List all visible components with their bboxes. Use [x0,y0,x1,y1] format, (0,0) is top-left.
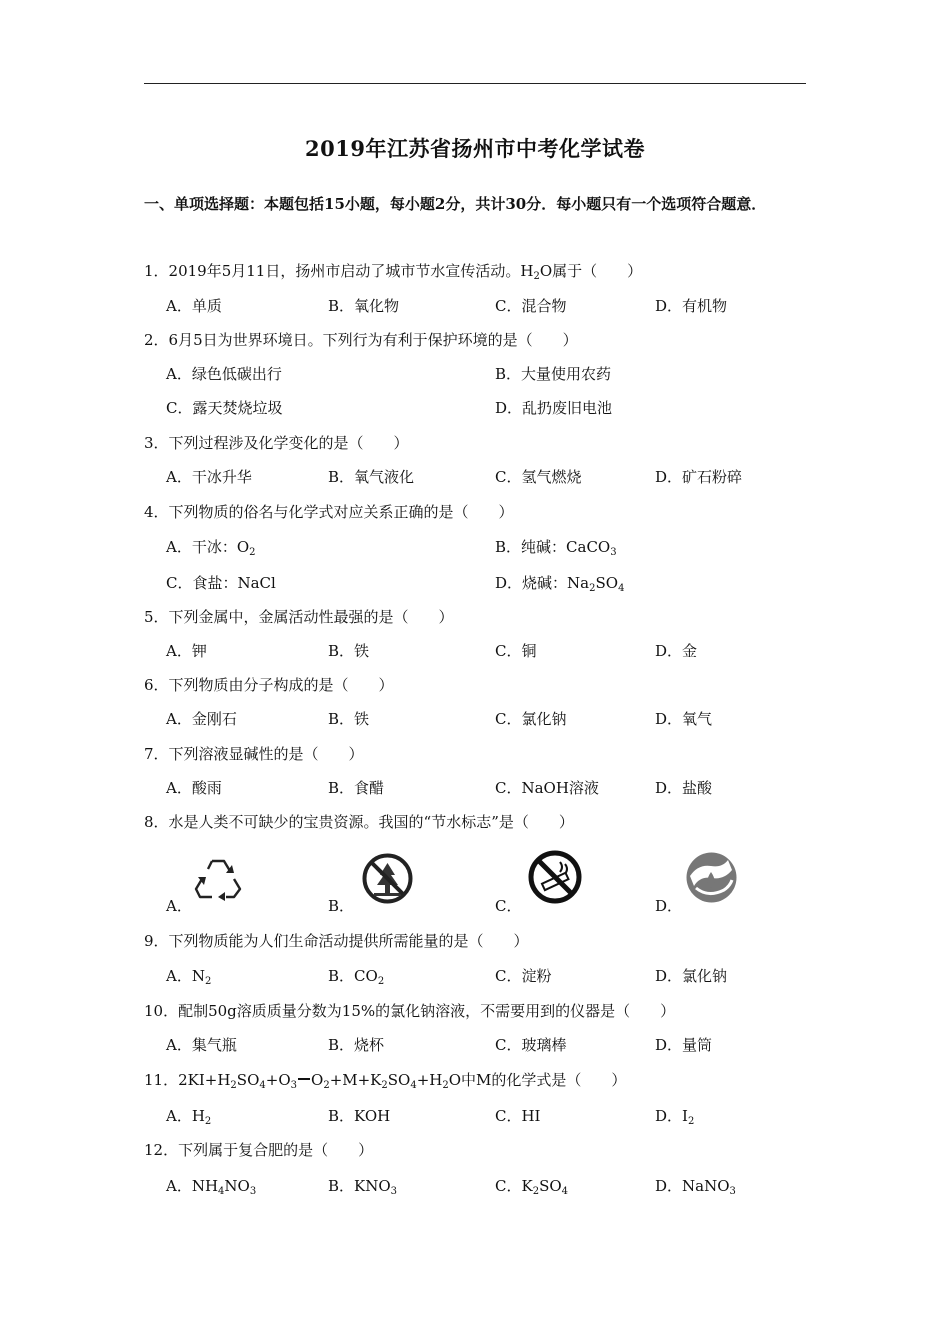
q1-option-a: A．单质 [166,297,222,315]
water-saving-icon [684,850,739,905]
q8-option-a: A． [166,897,192,915]
q1-option-b: B．氧化物 [328,297,400,315]
q2-option-c: C．露天焚烧垃圾 [166,399,283,417]
question-1: 1．2019年5月11日，扬州市启动了城市节水宣传活动。$H_2O$属于（ ） [144,262,643,282]
q5-option-b: B．铁 [328,642,370,660]
question-5: 5．下列金属中，金属活动性最强的是（ ） [144,608,454,626]
q10-option-c: C．玻璃棒 [495,1036,567,1054]
q4-option-d: D．烧碱：$Na_2SO_4$ [495,574,625,594]
q9-option-c: C．淀粉 [495,967,552,985]
q4-option-b: B．纯碱：CaCO$_3$ [495,538,617,558]
question-7: 7．下列溶液显碱性的是（ ） [144,745,364,763]
q6-option-c: C．氯化钠 [495,710,567,728]
q11-option-d: D．$I_2$ [655,1107,695,1127]
q12-option-a: A．$NH_4NO_3$ [166,1177,257,1197]
q7-option-a: A．酸雨 [166,779,222,797]
q8-option-c: C． [495,897,522,915]
q3-option-d: D．矿石粉碎 [655,468,743,486]
no-logging-icon [360,851,415,906]
q11-option-b: B．KOH [328,1107,391,1125]
q4-option-a: A．干冰：$O_2$ [166,538,256,558]
q9-option-d: D．氯化钠 [655,967,728,985]
equation-bar [298,1078,310,1080]
recycle-icon [192,855,244,903]
q5-option-a: A．钾 [166,642,207,660]
q2-option-a: A．绿色低碳出行 [166,365,282,383]
q6-option-a: A．金刚石 [166,710,237,728]
question-6: 6．下列物质由分子构成的是（ ） [144,676,394,694]
q2-option-b: B．大量使用农药 [495,365,612,383]
question-4: 4．下列物质的俗名与化学式对应关系正确的是（ ） [144,503,514,521]
question-9: 9．下列物质能为人们生命活动提供所需能量的是（ ） [144,932,529,950]
q12-option-d: D．NaNO$_3$ [655,1177,736,1197]
section-heading: 一、单项选择题：本题包括15小题，每小题2分，共计30分．每小题只有一个选项符合题意． [144,195,767,213]
q7-option-c: C．NaOH溶液 [495,779,599,797]
q3-option-c: C．氢气燃烧 [495,468,582,486]
q12-option-c: C．$K_2SO_4$ [495,1177,569,1197]
q2-option-d: D．乱扔废旧电池 [495,399,613,417]
q6-option-d: D．氧气 [655,710,713,728]
q8-option-b: B． [328,897,355,915]
q3-option-b: B．氧气液化 [328,468,415,486]
q10-option-a: A．集气瓶 [166,1036,237,1054]
q10-option-d: D．量筒 [655,1036,713,1054]
no-smoking-icon [526,848,584,906]
q6-option-b: B．铁 [328,710,370,728]
page-title: 2019年江苏省扬州市中考化学试卷 [305,136,645,161]
q11-option-c: C．HI [495,1107,541,1125]
header-rule [144,83,806,84]
question-12: 12．下列属于复合肥的是（ ） [144,1141,374,1159]
q5-option-d: D．金 [655,642,698,660]
q9-option-a: A．$N_2$ [166,967,212,987]
q1-option-d: D．有机物 [655,297,728,315]
q12-option-b: B．$KNO_3$ [328,1177,398,1197]
q4-option-c: C．食盐：NaCl [166,574,276,592]
q7-option-d: D．盐酸 [655,779,713,797]
question-2: 2．6月5日为世界环境日。下列行为有利于保护环境的是（ ） [144,331,578,349]
q1-option-c: C．混合物 [495,297,567,315]
q10-option-b: B．烧杯 [328,1036,385,1054]
q5-option-c: C．铜 [495,642,537,660]
q8-option-d: D． [655,897,683,915]
q7-option-b: B．食醋 [328,779,385,797]
question-8: 8．水是人类不可缺少的宝贵资源。我国的“节水标志”是（ ） [144,813,574,831]
question-11: 11．$2KI+H_2SO_4+O_3$ $O_2+M+K_2SO_4+H_2O$中M的化学式是（ ） [144,1071,627,1091]
question-10: 10．配制50g溶质质量分数为15%的氯化钠溶液，不需要用到的仪器是（ ） [144,1002,676,1020]
question-3: 3．下列过程涉及化学变化的是（ ） [144,434,409,452]
q3-option-a: A．干冰升华 [166,468,252,486]
q9-option-b: B．$CO_2$ [328,967,385,987]
q11-option-a: A．$H_2$ [166,1107,212,1127]
